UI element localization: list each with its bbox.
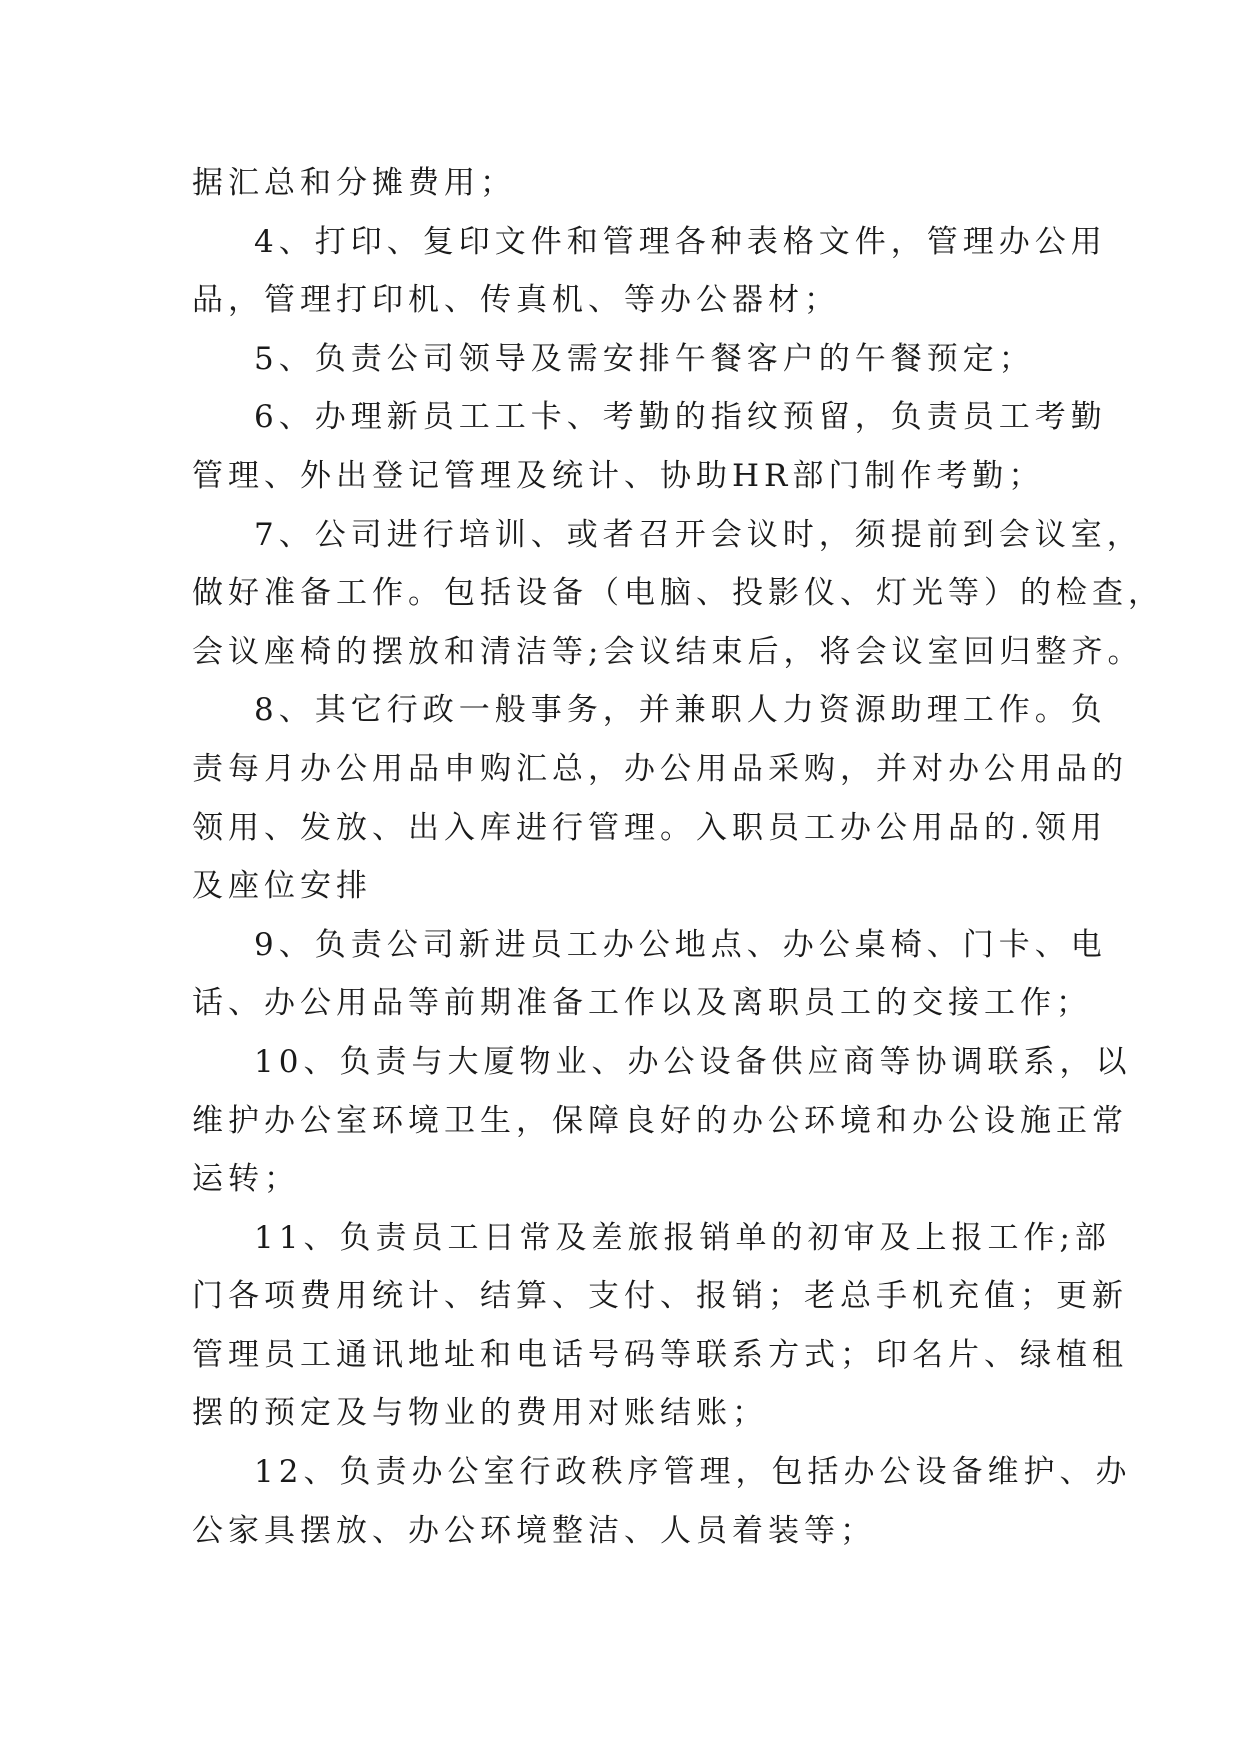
text-line: 门各项费用统计、结算、支付、报销；老总手机充值；更新 [192,1278,1128,1315]
text-line: 10、负责与大厦物业、办公设备供应商等协调联系，以 [254,1043,1132,1080]
text-line: 12、负责办公室行政秩序管理，包括办公设备维护、办 [254,1454,1132,1491]
text-line: 摆的预定及与物业的费用对账结账； [192,1395,768,1432]
text-line: 公家具摆放、办公环境整洁、人员着装等； [192,1512,876,1549]
paragraph [192,1033,1132,1209]
paragraph [192,916,1107,1033]
text-line: 维护办公室环境卫生，保障良好的办公环境和办公设施正常 [192,1102,1128,1139]
text-line: 4、打印、复印文件和管理各种表格文件，管理办公用 [254,223,1107,260]
document-body [192,154,1164,1560]
paragraph [192,330,1052,389]
text-line: 7、公司进行培训、或者召开会议时，须提前到会议室， [254,516,1143,553]
paragraph [192,154,1052,213]
paragraph [192,1443,1132,1560]
paragraph [192,681,1128,915]
paragraph [192,506,1164,682]
text-line: 6、办理新员工工卡、考勤的指纹预留，负责员工考勤 [254,399,1107,436]
text-line: 及座位安排 [192,868,372,905]
text-line: 11、负责员工日常及差旅报销单的初审及上报工作;部 [254,1219,1111,1256]
text-line: 领用、发放、出入库进行管理。入职员工办公用品的.领用 [192,809,1107,846]
text-line: 5、负责公司领导及需安排午餐客户的午餐预定； [254,340,1035,377]
text-line: 管理、外出登记管理及统计、协助HR部门制作考勤； [192,457,1045,494]
text-line: 管理员工通讯地址和电话号码等联系方式；印名片、绿植租 [192,1336,1128,1373]
text-line: 品，管理打印机、传真机、等办公器材； [192,282,840,319]
paragraph [192,388,1107,505]
text-line: 8、其它行政一般事务，并兼职人力资源助理工作。负 [254,692,1107,729]
text-line: 运转； [192,1161,300,1198]
text-line: 话、办公用品等前期准备工作以及离职员工的交接工作； [192,985,1092,1022]
paragraph [192,1209,1128,1443]
paragraph [192,213,1107,330]
text-line: 责每月办公用品申购汇总，办公用品采购，并对办公用品的 [192,750,1128,787]
text-line: 会议座椅的摆放和清洁等;会议结束后，将会议室回归整齐。 [192,633,1144,670]
text-line: 9、负责公司新进员工办公地点、办公桌椅、门卡、电 [254,926,1107,963]
text-line: 做好准备工作。包括设备（电脑、投影仪、灯光等）的检查， [192,575,1164,612]
text-line: 据汇总和分摊费用； [192,165,516,201]
